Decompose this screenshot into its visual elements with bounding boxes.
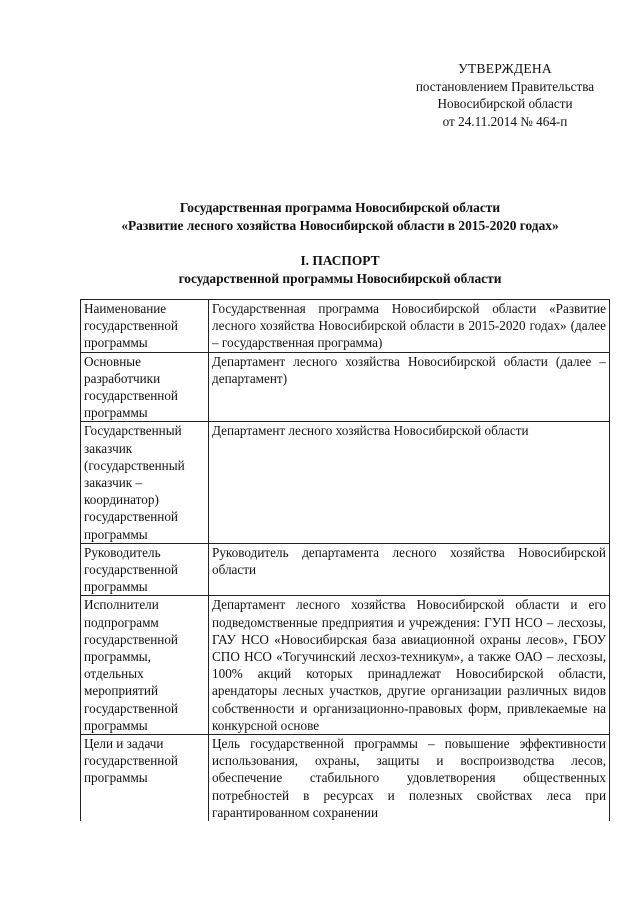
section-title <box>0 252 640 288</box>
row-value: Департамент лесного хозяйства Новосибирской области (далее – департамент) <box>209 352 610 422</box>
approval-line-3: от 24.11.2014 № 464-п <box>442 113 568 129</box>
approval-stamp <box>380 60 630 130</box>
row-label: Цели и задачи государственной программы <box>81 735 209 822</box>
document-title <box>0 199 640 235</box>
row-label: Основные разработчики государственной программы <box>81 352 209 422</box>
row-label: Государственный заказчик (государственный заказчик – координатор) государственной программы <box>81 422 209 543</box>
approval-line-2: Новосибирской области <box>437 96 573 112</box>
row-label: Исполнители подпрограмм государственной программы, отдельных мероприятий государственной программы <box>81 596 209 735</box>
table-row <box>81 543 610 596</box>
approval-line-1: постановлением Правительства <box>415 78 595 94</box>
row-value: Департамент лесного хозяйства Новосибирской области <box>209 422 610 543</box>
row-label: Наименование государственной программы <box>81 300 209 353</box>
row-label: Руководитель государственной программы <box>81 543 209 596</box>
table-row <box>81 422 610 543</box>
section-title-line-1: I. ПАСПОРТ <box>300 253 380 268</box>
table-row <box>81 352 610 422</box>
table-row <box>81 735 610 822</box>
passport-table <box>80 299 610 821</box>
row-value: Руководитель департамента лесного хозяйства Новосибирской области <box>209 543 610 596</box>
table-row <box>81 596 610 735</box>
approval-heading: УТВЕРЖДЕНА <box>458 61 552 76</box>
row-value: Цель государственной программы – повышение эффективности использования, охраны, защиты и воспроизводства лесов, обеспечение стабильного удовлетворения общественных потребностей в ресурсах и полезных свойствах леса при гарантированном сохранении <box>209 735 610 822</box>
document-title-line-2: «Развитие лесного хозяйства Новосибирской области в 2015-2020 годах» <box>121 218 559 233</box>
document-title-line-1: Государственная программа Новосибирской области <box>179 200 501 215</box>
row-value: Государственная программа Новосибирской области «Развитие лесного хозяйства Новосибирской области в 2015-2020 годах» (далее – государственная программа) <box>209 300 610 353</box>
section-title-line-2: государственной программы Новосибирской области <box>178 271 502 286</box>
table-row <box>81 300 610 353</box>
row-value: Департамент лесного хозяйства Новосибирской области и его подведомственные предприятия и учреждения: ГУП НСО – лесхозы, ГАУ НСО «Новосибирская база авиационной охраны лесов», ГБОУ СПО НСО «Тогучинский лесхоз-техникум», а также ОАО – лесхозы, 100% акций которых принадлежат Новосибирской области, арендаторы лесных участков, другие организации различных видов собственности и организационно-правовых форм, привлекаемые на конкурсной основе <box>209 596 610 735</box>
